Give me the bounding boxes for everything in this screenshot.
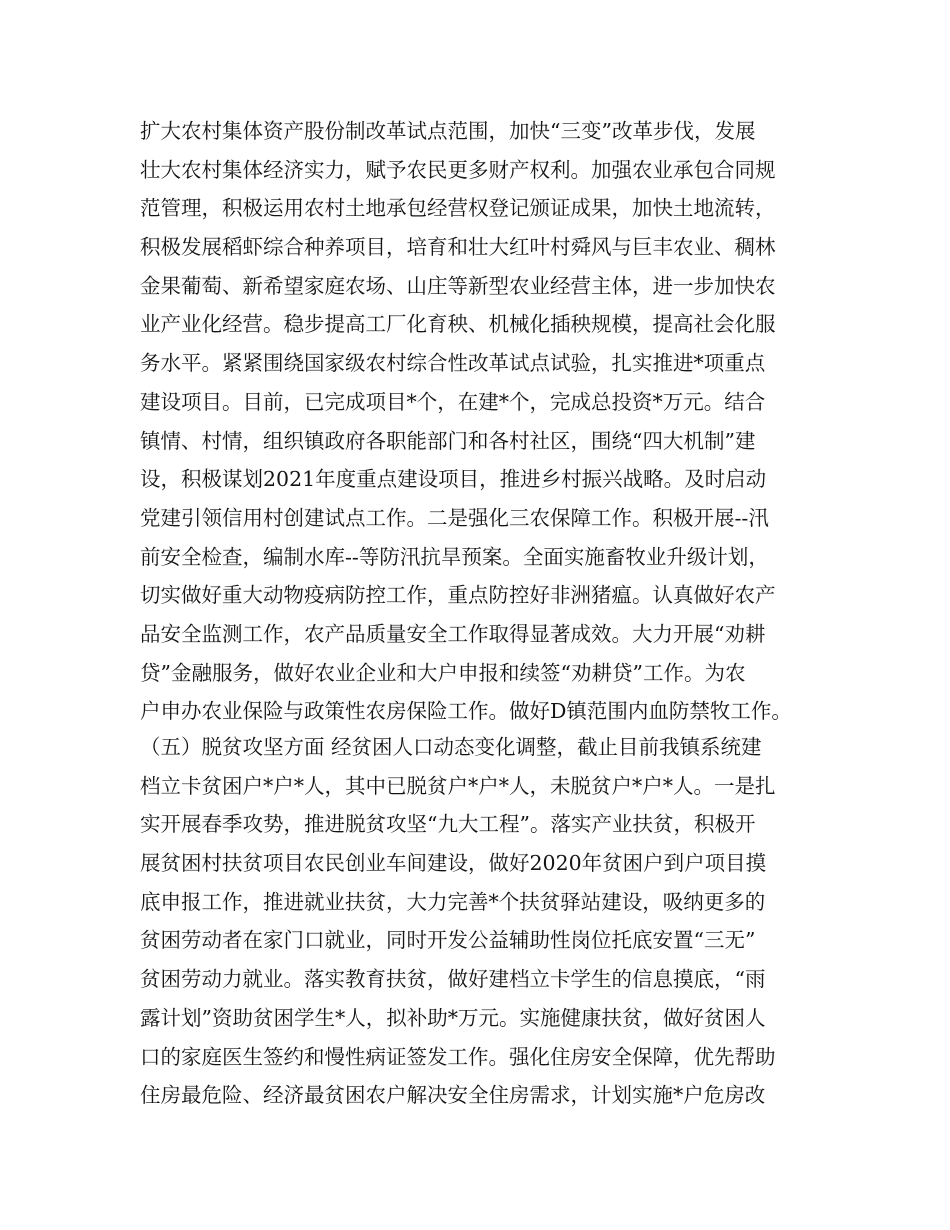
- text-line: 前安全检查，编制水库--等防汛抗旱预案。全面实施畜牧业升级计划，: [140, 544, 769, 569]
- text-line: （五）脱贫攻坚方面 经贫困人口动态变化调整，截止目前我镇系统建: [140, 735, 762, 759]
- text-line: 贫困劳动力就业。落实教育扶贫，做好建档立卡学生的信息摸底，“雨: [140, 967, 766, 992]
- text-line: 范管理，积极运用农村土地承包经营权登记颁证成果，加快土地流转，: [140, 196, 776, 221]
- text-line: 设，积极谋划2021年度重点建设项目，推进乡村振兴战略。及时启动: [140, 467, 767, 492]
- text-line: 务水平。紧紧围绕国家级农村综合性改革试点试验，扎实推进*项重点: [140, 351, 766, 376]
- text-line: 户申办农业保险与政策性农房保险工作。做好D镇范围内血防禁牧工作。: [140, 699, 792, 724]
- text-line: 积极发展稻虾综合种养项目，培育和壮大红叶村舜风与巨丰农业、稠林: [140, 235, 776, 260]
- text-line: 金果葡萄、新希望家庭农场、山庄等新型农业经营主体，进一步加快农: [140, 273, 776, 298]
- text-line: 镇情、村情，组织镇政府各职能部门和各村社区，围绕“四大机制”建: [140, 428, 756, 453]
- text-line: 住房最危险、经济最贫困农户解决安全住房需求，计划实施*户危房改: [140, 1083, 766, 1108]
- paragraph-poverty-alleviation: [140, 728, 840, 1115]
- text-line: 实开展春季攻势，推进脱贫攻坚“九大工程”。落实产业扶贫，积极开: [140, 812, 756, 837]
- text-line: 露计划”资助贫困学生*人，拟补助*万元。实施健康扶贫，做好贫困人: [140, 1005, 766, 1030]
- text-line: 贫困劳动者在家门口就业，同时开发公益辅助性岗位托底安置“三无”: [140, 928, 756, 953]
- text-line: 建设项目。目前，已完成项目*个，在建*个，完成总投资*万元。结合: [140, 389, 766, 414]
- paragraph-agriculture: [140, 112, 840, 731]
- text-line: 切实做好重大动物疫病防控工作，重点防控好非洲猪瘟。认真做好农产: [140, 583, 776, 608]
- text-line: 党建引领信用村创建试点工作。二是强化三农保障工作。积极开展--汛: [140, 505, 769, 530]
- text-line: 展贫困村扶贫项目农民创业车间建设，做好2020年贫困户到户项目摸: [140, 851, 767, 876]
- text-line: 品安全监测工作，农产品质量安全工作取得显著成效。大力开展“劝耕: [140, 621, 766, 646]
- text-line: 壮大农村集体经济实力，赋予农民更多财产权利。加强农业承包合同规: [140, 157, 776, 182]
- text-line: 档立卡贫困户*户*人，其中已脱贫户*户*人，未脱贫户*户*人。一是扎: [140, 773, 776, 798]
- text-line: 底申报工作，推进就业扶贫，大力完善*个扶贫驿站建设，吸纳更多的: [140, 889, 766, 914]
- text-line: 贷”金融服务，做好农业企业和大户申报和续签“劝耕贷”工作。为农: [140, 660, 746, 685]
- text-line: 业产业化经营。稳步提高工厂化育秧、机械化插秧规模，提高社会化服: [140, 312, 776, 337]
- text-line: 扩大农村集体资产股份制改革试点范围，加快“三变”改革步伐，发展: [140, 119, 756, 143]
- text-line: 口的家庭医生签约和慢性病证签发工作。强化住房安全保障，优先帮助: [140, 1044, 776, 1069]
